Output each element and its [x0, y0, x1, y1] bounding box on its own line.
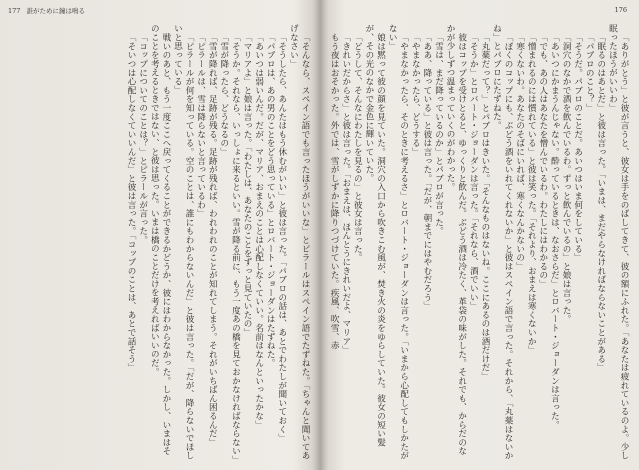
right-page-header	[615, 6, 627, 14]
paragraph: 「そうか」とロバート・ジョーダンは言った。「それなら、酒でいい」	[468, 32, 479, 310]
paragraph: 「ありがとう」と彼が言うと、彼女は手をのばしてきて、彼の額にふれた。「あなたは疲れているのよ。少し眠ったほうがいいわ」	[607, 24, 629, 460]
paragraph: もう夜はおそかった。外では、雪がしずかに降りつづけていた。疾風、吹雪、赤	[329, 32, 340, 350]
paragraph: 「あいつは弱いんだ。だが、マリア、おまえのことは心配しなくていい。名前はなんといったかな」	[253, 32, 264, 429]
paragraph: 「そいつは心配しなくていいんだ」と彼は言った。「コップのことは、あとで話そう」	[126, 32, 137, 372]
left-page-body	[10, 24, 310, 464]
running-head: 誰がために鐘は鳴る	[26, 7, 85, 15]
paragraph: 「そうか。それなら、いっしょに来るといい。雪が降る前に、もう一度あの橋を見ておかなければならない」	[230, 32, 241, 464]
paragraph: 「雪が降れば、足跡が残る。足跡が残れば、われわれのことが知れてしまう。それがいちばん困るんだ」	[207, 32, 218, 447]
paragraph: 「雪が降ったら、どうなるの」	[218, 32, 229, 156]
paragraph: 「コップについてのことは？」とピラールが言った。	[137, 32, 148, 244]
right-page	[321, 0, 639, 470]
paragraph: 「雪は、まだ降っているのか」とパブロが言った。	[433, 32, 444, 235]
paragraph: 「ぼくのコップにも、ぶどう酒をいれてくれないか」と彼はスペイン語で言った。それから、「丸薬はないかね」とパブロにたずねた。	[491, 24, 514, 460]
paragraph: 戦いのあと、もう一度ここへ戻ってくることができるかどうか、彼にはわからなかった。しかし、いまはそのことを考えるときではない、と彼は思った。いまは橋のことだけを考えればいいのだ。	[149, 24, 171, 455]
paragraph: 「パブロは、あの男のことをどう思っている」とロバート・ジョーダンはたずねた。	[265, 32, 276, 367]
left-page-number: 177	[8, 7, 21, 15]
paragraph: 「寒くないわ。あなたのそばにいれば、寒くなんかないの」	[514, 32, 525, 271]
paragraph: 彼はコップを受けとると、ゆっくりと飲んだ。ぶどう酒は冷たく、革袋の味がした。それでも、からだのなかが少しずつ温まっていくのがわかった。	[445, 24, 467, 455]
paragraph: 「ピラールは、雪は降らないと言っているわ」	[195, 32, 206, 218]
paragraph: 「ピラールが何を知っている。空のことは、誰にもわからないんだ」と彼は言った。「だが、降らないでほしいと思っている」	[172, 24, 195, 460]
right-page-body	[329, 24, 629, 460]
paragraph: 「マリアよ」と娘は言った。「わたしは、あなたのことをずっと見ていたの」	[242, 32, 253, 337]
paragraph: 「そうしたら、あんたはもう休むがいい」と彼は言った。「パブロの話は、あとでわたしが聞いておく」	[276, 32, 287, 442]
paragraph: 「どうして、そんなにわたしを見るの」と彼女は言った。	[352, 32, 363, 262]
paragraph: 「丸薬だって？」とパブロはきいた。「そんなものはないね。ここにあるのは酒だけだ」	[479, 32, 490, 381]
paragraph: 「やまなかったら、どうする」	[410, 32, 421, 156]
right-page-number: 176	[614, 6, 627, 14]
paragraph: 「でも、あの人はあなたを憎んでいるわ。わたしにはわかるの」	[537, 32, 548, 288]
paragraph: 娘は黙って彼の顔を見ていた。洞穴の入口から吹きこむ風が、焚き火の炎をゆらしていた。彼女の短い髪が、その光のなかで金色に輝いていた。	[363, 24, 386, 447]
paragraph: 「あいつにかまうんじゃない。酔っているときは、なおさらだ」とロバート・ジョーダンは言った。	[549, 32, 560, 429]
left-page	[0, 0, 318, 470]
paragraph: 「そんなら、スペイン語でも言ったほうがいいな」とピラールはスペイン語でたずねた。「ちゃんと聞いてあげなさい」	[288, 24, 310, 460]
paragraph: 「眠るのはあとだ」と彼は言った。「いまは、まだやらなければならないことがある」	[595, 32, 606, 372]
paragraph: 「そうだ。パブロのことだ。あいつはいま何をしている」	[572, 32, 583, 262]
paragraph: 「やまなかったら、そのときに考えるさ」とロバート・ジョーダンは言った。「いまから心配してもしかたがない」	[387, 24, 409, 460]
paragraph: 「憎まれるのには慣れている」と彼は笑った。「それより、おまえは寒くないか」	[526, 32, 537, 354]
paragraph: 「きれいだからさ」と彼は言った。「おまえは、ほんとうにきれいだよ、マリア」	[340, 32, 351, 354]
left-page-header	[8, 6, 85, 15]
paragraph: 「パブロのこと？」	[584, 32, 595, 112]
paragraph: 「ああ、降っている」と彼は言った。「だが、朝までにはやむだろう」	[421, 32, 432, 310]
paragraph: 「洞穴のなかで酒を飲んでいるわ。ずっと飲んでいるの」と娘は言った。	[561, 32, 572, 323]
